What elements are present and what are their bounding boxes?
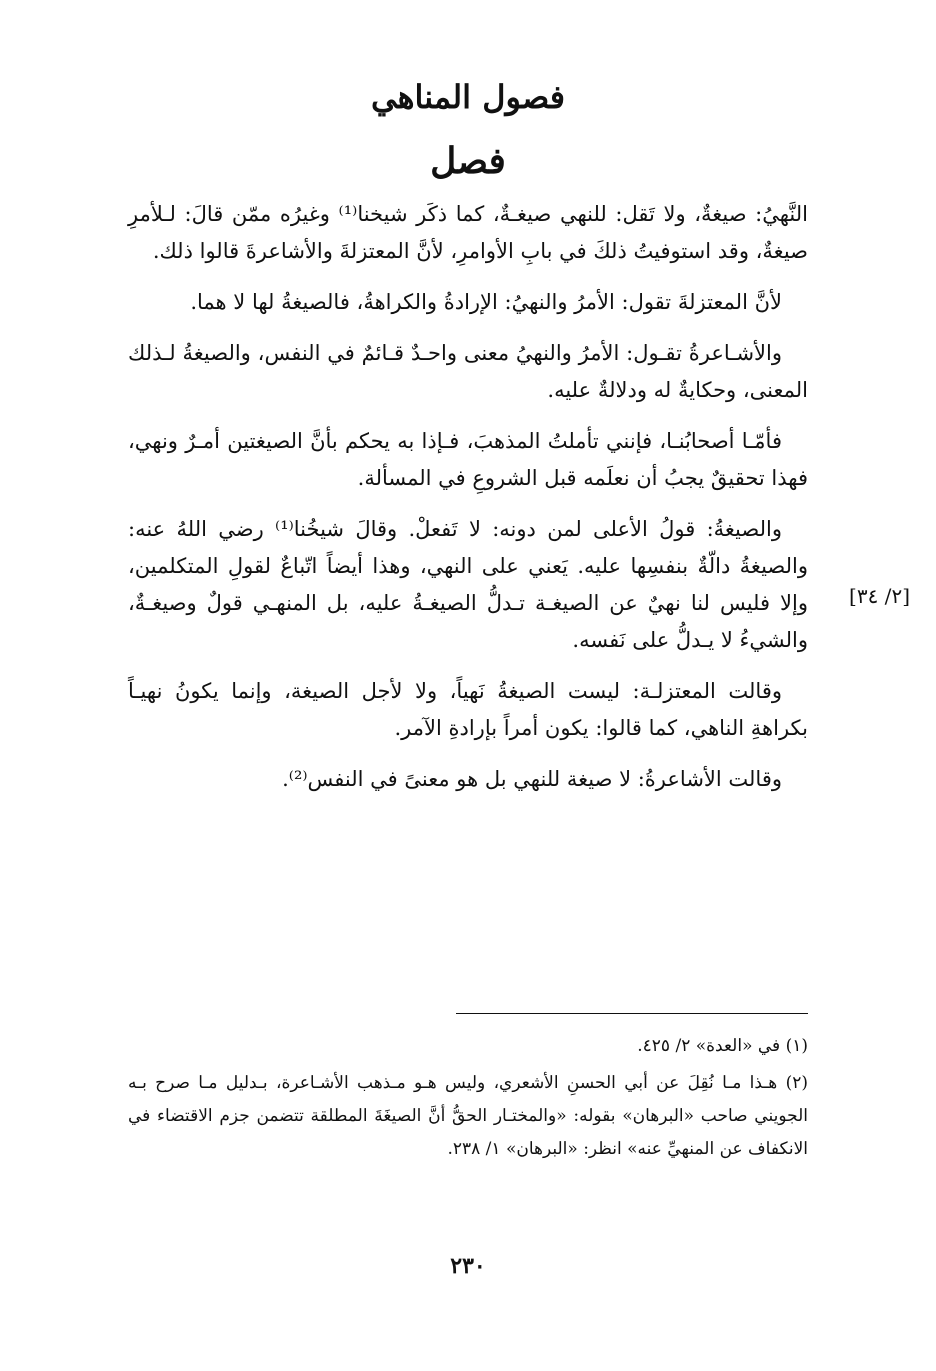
paragraph: والصيغةُ: قولُ الأعلى لمن دونه: لا تَفعلْ. وقالَ شيخُنا⁽¹⁾ رضي اللهُ عنه: والصيغةُ دالّةٌ بنفسِها عليه. يَعني على النهي، وهذا أيضاً اتّباعٌ لقولِ المتكلمين، وإلا فليس لنا نهيٌ عن الصيغـة تـدلُّ الصيغـةُ عليه، بل المنهـي قولٌ وصيغـةٌ، والشيءُ لا يـدلُّ على نَفسه.: [128, 517, 808, 652]
footnotes: [128, 1030, 808, 1170]
chapter-title: فصول المناهي: [370, 78, 566, 116]
footnote-divider: [456, 1013, 808, 1014]
body-text: [128, 196, 808, 812]
paragraph: وقالت الأشاعرةُ: لا صيغة للنهي بل هو معنىً في النفس⁽²⁾.: [282, 767, 782, 791]
paragraph: لأنَّ المعتزلةَ تقول: الأمرُ والنهيُ: الإرادةُ والكراهةُ، فالصيغةُ لها لا هما.: [190, 290, 782, 314]
paragraph: فأمّـا أصحابُنـا، فإنني تأملتُ المذهبَ، فـإذا به يحكم بأنَّ الصيغتين أمـرٌ ونهي، فهذا تحقيقٌ يجبُ أن نعلَمه قبل الشروعِ في المسألة.: [128, 429, 808, 490]
page-number: ٢٣٠: [450, 1253, 486, 1279]
section-title: فصل: [430, 140, 506, 182]
footnote: (١) في «العدة» ٢/ ٤٢٥.: [637, 1036, 808, 1056]
paragraph: النَّهيُ: صيغةٌ، ولا تَقل: للنهي صيغـةٌ، كما ذكَر شيخنا⁽¹⁾ وغيرُه ممّن قالَ: لـلأمرِ صيغةٌ، وقد استوفيتُ ذلكَ في بابِ الأوامرِ، لأنَّ المعتزلةَ والأشاعرةَ قالوا ذلك.: [128, 202, 808, 263]
margin-reference: [٢/ ٣٤]: [849, 584, 910, 608]
paragraph: وقالت المعتزلـة: ليست الصيغةُ نَهياً، ولا لأجل الصيغة، وإنما يكونُ نهيـاً بكراهةِ الناهي، كما قالوا: يكون أمراً بإرادةِ الآمر.: [128, 679, 808, 740]
footnote: (٢) هـذا مـا نُقِلَ عن أبي الحسنِ الأشعري، وليس هـو مـذهب الأشـاعرة، بـدليل مـا صرح بـه الجويني صاحب «البرهان» بقوله: «والمختـار الحقُّ أنَّ الصيغَةَ المطلقة تتضمن جزم الاقتضاء في الانكفاف عن المنهيِّ عنه» انظر: «البرهان» ١/ ٢٣٨.: [128, 1073, 808, 1159]
paragraph: والأشـاعرةُ تقـول: الأمرُ والنهيُ معنى واحـدٌ قـائمٌ في النفس، والصيغةُ لـذلك المعنى، وحكايةٌ له ودلالةٌ عليه.: [128, 341, 808, 402]
